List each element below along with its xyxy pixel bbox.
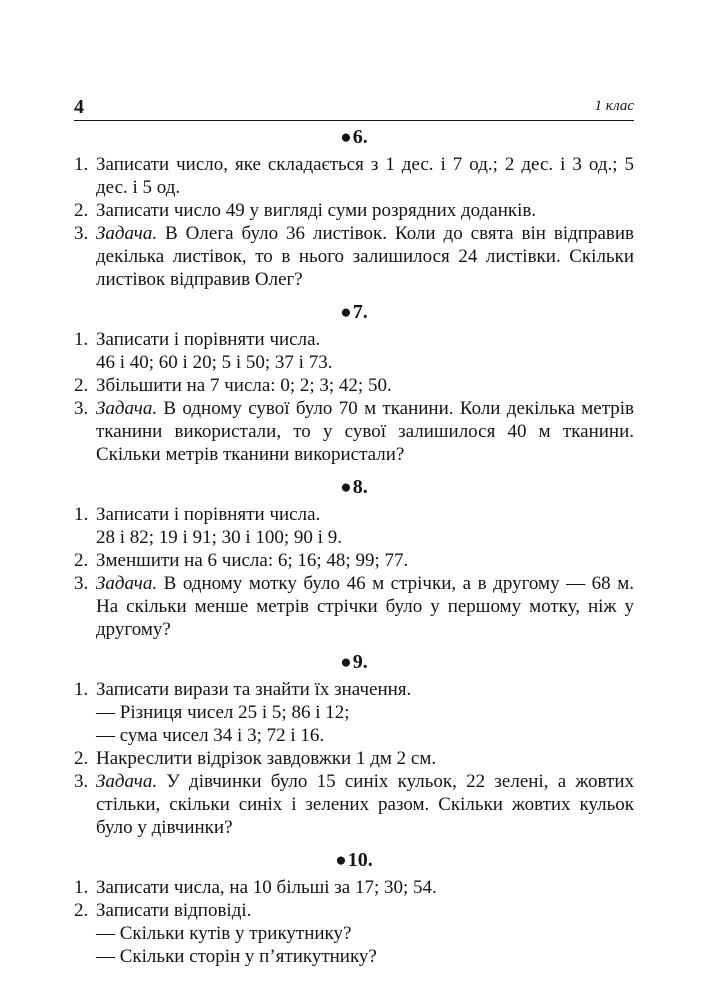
item-line: Записати і порівняти числа. [96,329,321,350]
item-text [96,678,634,701]
item-line: Записати вирази та знайти їх значення. [96,679,412,700]
exercise-item [74,876,634,899]
sub-line: — сума чисел 34 і 3; 72 і 16. [96,725,325,746]
item-text [96,397,634,466]
item-line: Записати відповіді. [96,900,252,921]
item-line: Збільшити на 7 числа: 0; 2; 3; 42; 50. [96,375,392,396]
item-text [96,328,634,351]
task-label: Задача. [96,223,158,244]
item-number: 2. [74,200,89,221]
item-line: У дівчинки було 15 синіх кульок, 22 зелені, а жовтих стільки, скільки синіх і зелених разом. Скільки жовтих кульок було у дівчинки? [96,771,634,838]
exercise-item [74,770,634,839]
exercise-item [74,572,634,641]
bullet-icon: ● [340,302,352,323]
bullet-icon: ● [340,477,352,498]
item-number: 1. [74,877,89,898]
exercise-item [74,328,634,351]
item-line: Зменшити на 6 числа: 6; 16; 48; 99; 77. [96,550,409,571]
exercise-section [74,845,634,968]
sub-line: 46 і 40; 60 і 20; 5 і 50; 37 і 73. [96,352,333,373]
section-number: 8. [352,476,368,498]
item-line: В Олега було 36 листівок. Коли до свята він відправив декілька листівок, то в нього залишилося 24 листівки. Скільки листівок відправив Олег? [96,223,634,290]
section-title [74,472,634,503]
item-number: 1. [74,329,89,350]
item-text [96,747,634,770]
item-number: 2. [74,748,89,769]
item-number: 2. [74,550,89,571]
exercise-item [74,899,634,922]
sub-line: 28 і 82; 19 і 91; 30 і 100; 90 і 9. [96,527,342,548]
item-text [96,222,634,291]
exercise-item [74,549,634,572]
exercise-section [74,297,634,466]
section-title [74,297,634,328]
task-label: Задача. [96,573,158,594]
item-number: 1. [74,504,89,525]
item-text [96,572,634,641]
running-title: 1 клас [594,98,634,114]
item-number: 2. [74,375,89,396]
item-number: 2. [74,900,89,921]
sub-line: — Скільки кутів у трикутнику? [96,923,352,944]
exercise-item [74,678,634,701]
item-line: Записати числа, на 10 більші за 17; 30; 54. [96,877,437,898]
exercise-item [74,199,634,222]
task-label: Задача. [96,771,158,792]
page-header [74,94,634,121]
item-line: В одному сувої було 70 м тканини. Коли декілька метрів тканини використали, то у сувої залишилося 40 м тканини. Скільки метрів тканини використали? [96,398,634,465]
bullet-icon: ● [340,652,352,673]
item-line: Записати число, яке складається з 1 дес. і 7 од.; 2 дес. і 3 од.; 5 дес. і 5 од. [96,154,634,198]
exercise-item [74,374,634,397]
section-title [74,647,634,678]
exercise-item [74,397,634,466]
exercise-item [74,503,634,526]
exercise-item [74,222,634,291]
item-line: В одному мотку було 46 м стрічки, а в другому — 68 м. На скільки менше метрів стрічки було у першому мотку, ніж у другому? [96,573,634,640]
item-number: 1. [74,679,89,700]
page-number: 4 [74,96,84,118]
section-title [74,845,634,876]
item-number: 3. [74,398,89,419]
exercise-section [74,472,634,641]
section-number: 6. [352,126,368,148]
item-number: 3. [74,573,89,594]
section-number: 7. [352,301,368,323]
item-text [96,549,634,572]
item-text [96,503,634,526]
exercise-section [74,122,634,291]
section-number: 10. [347,849,373,871]
sub-line: — Різниця чисел 25 і 5; 86 і 12; [96,702,350,723]
sub-line: — Скільки сторін у п’ятикутнику? [96,946,377,967]
task-label: Задача. [96,398,158,419]
item-text [96,876,634,899]
item-line: Записати число 49 у вигляді суми розрядних доданків. [96,200,537,221]
exercise-section [74,647,634,839]
item-number: 3. [74,771,89,792]
item-line: Записати і порівняти числа. [96,504,321,525]
bullet-icon: ● [340,127,352,148]
item-number: 3. [74,223,89,244]
section-title [74,122,634,153]
item-text [96,770,634,839]
section-number: 9. [352,651,368,673]
item-line: Накреслити відрізок завдовжки 1 дм 2 см. [96,748,437,769]
item-text [96,153,634,199]
exercise-item [74,153,634,199]
bullet-icon: ● [335,850,347,871]
exercise-item [74,747,634,770]
item-text [96,374,634,397]
item-text [96,199,634,222]
exercise-list [74,122,634,968]
item-number: 1. [74,154,89,175]
item-text [96,899,634,922]
